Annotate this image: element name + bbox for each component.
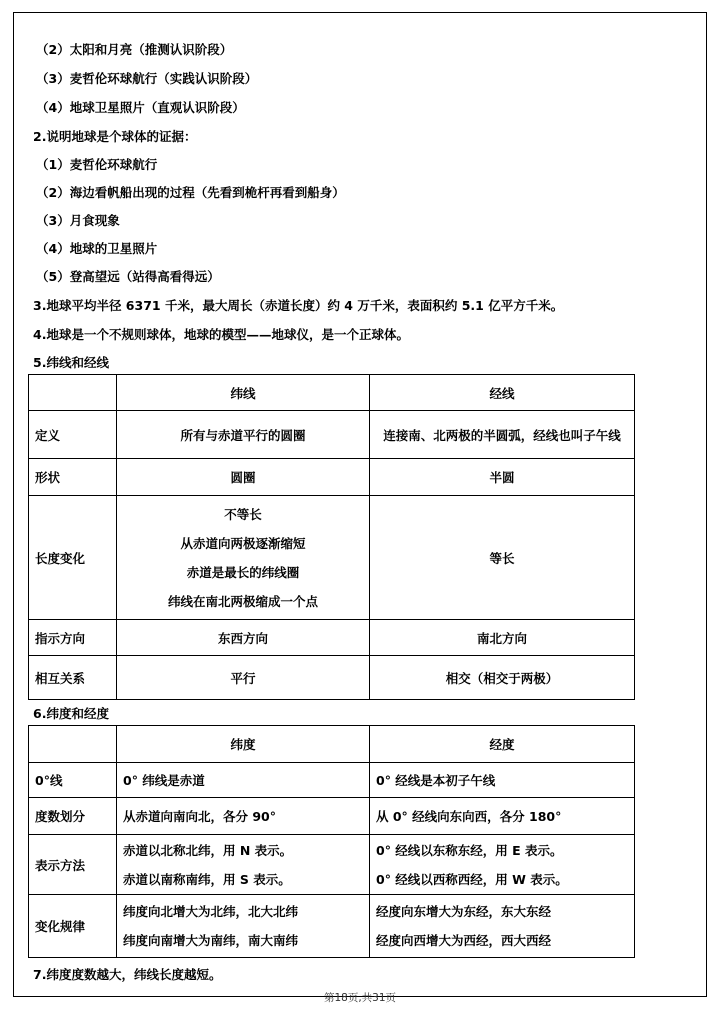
table-cell: 相交（相交于两极）	[370, 656, 635, 700]
table-cell: 东西方向	[117, 620, 370, 656]
cell-line: 不等长	[224, 506, 262, 522]
row-label: 表示方法	[29, 835, 117, 895]
cell-line: 纬度向北增大为北纬，北大北纬	[123, 904, 299, 919]
section-heading: 3.地球平均半径 6371 千米，最大周长（赤道长度）约 4 万千米，表面积约 5.1 亿平方千米。	[33, 298, 564, 313]
table-cell: 连接南、北两极的半圆弧，经线也叫子午线	[370, 411, 635, 459]
cell-line: 赤道以北称北纬，用 N 表示。	[123, 842, 293, 858]
row-label: 变化规律	[29, 895, 117, 958]
cell-line: 纬度向南增大为南纬，南大南纬	[123, 933, 299, 948]
cell-line: 0° 经线以东称东经，用 E 表示。	[376, 842, 563, 858]
table-cell: 0° 纬线是赤道	[117, 763, 370, 798]
table-cell	[117, 496, 370, 620]
row-label: 指示方向	[29, 620, 117, 656]
table-header-row	[29, 375, 635, 411]
row-label: 0°线	[29, 763, 117, 798]
cell-line: 赤道是最长的纬线圈	[186, 564, 300, 580]
table-header-cell: 经度	[370, 726, 635, 763]
text-line: （2）海边看帆船出现的过程（先看到桅杆再看到船身）	[36, 185, 345, 200]
row-label: 长度变化	[29, 496, 117, 620]
cell-line: 纬线在南北两极缩成一个点	[167, 593, 318, 609]
section-heading: 2.说明地球是个球体的证据：	[33, 129, 197, 144]
table-row	[29, 411, 635, 459]
table-cell: 圆圈	[117, 459, 370, 496]
latitude-longitude-lines-table	[28, 374, 635, 700]
table-cell	[117, 835, 370, 895]
row-label: 形状	[29, 459, 117, 496]
table-row	[29, 763, 635, 798]
cell-line: 0° 经线以西称西经，用 W 表示。	[376, 871, 568, 887]
table-header-cell: 经线	[370, 375, 635, 411]
table-cell: 所有与赤道平行的圆圈	[117, 411, 370, 459]
row-label: 相互关系	[29, 656, 117, 700]
table-header-cell: 纬线	[117, 375, 370, 411]
row-label: 度数划分	[29, 798, 117, 835]
table-cell: 半圆	[370, 459, 635, 496]
text-line: （4）地球的卫星照片	[36, 241, 158, 256]
table-cell	[370, 835, 635, 895]
table-row	[29, 620, 635, 656]
cell-line: 赤道以南称南纬，用 S 表示。	[123, 871, 291, 887]
table-row	[29, 895, 635, 958]
table-cell: 0° 经线是本初子午线	[370, 763, 635, 798]
cell-line: 经度向东增大为东经，东大东经	[376, 904, 552, 919]
text-line: （2）太阳和月亮（推测认识阶段）	[36, 42, 233, 57]
table-header-row	[29, 726, 635, 763]
cell-line: 经度向西增大为西经，西大西经	[376, 933, 552, 948]
latitude-longitude-degrees-table	[28, 725, 635, 958]
table-header-cell	[29, 726, 117, 763]
table-row	[29, 835, 635, 895]
table-row	[29, 496, 635, 620]
section-heading: 4.地球是一个不规则球体，地球的模型——地球仪，是一个正球体。	[33, 327, 409, 342]
section-heading: 5.纬线和经线	[33, 355, 109, 370]
table-cell: 等长	[370, 496, 635, 620]
text-line: （3）月食现象	[36, 213, 120, 228]
table-row	[29, 798, 635, 835]
text-line: （4）地球卫星照片（直观认识阶段）	[36, 100, 245, 115]
text-line: （3）麦哲伦环球航行（实践认识阶段）	[36, 71, 258, 86]
table-cell: 南北方向	[370, 620, 635, 656]
table-cell	[370, 895, 635, 958]
table-header-cell: 纬度	[117, 726, 370, 763]
table-row	[29, 459, 635, 496]
row-label: 定义	[29, 411, 117, 459]
text-line: （1）麦哲伦环球航行	[36, 157, 158, 172]
cell-line: 从赤道向两极逐渐缩短	[180, 535, 306, 551]
section-heading: 6.纬度和经度	[33, 706, 109, 721]
table-row	[29, 656, 635, 700]
table-cell: 从赤道向南向北，各分 90°	[117, 798, 370, 835]
section-heading: 7.纬度度数越大，纬线长度越短。	[33, 967, 222, 982]
text-line: （5）登高望远（站得高看得远）	[36, 269, 220, 284]
table-header-cell	[29, 375, 117, 411]
page-number: 第18页,共31页	[323, 992, 397, 1004]
table-cell: 平行	[117, 656, 370, 700]
table-cell: 从 0° 经线向东向西，各分 180°	[370, 798, 635, 835]
table-cell	[117, 895, 370, 958]
